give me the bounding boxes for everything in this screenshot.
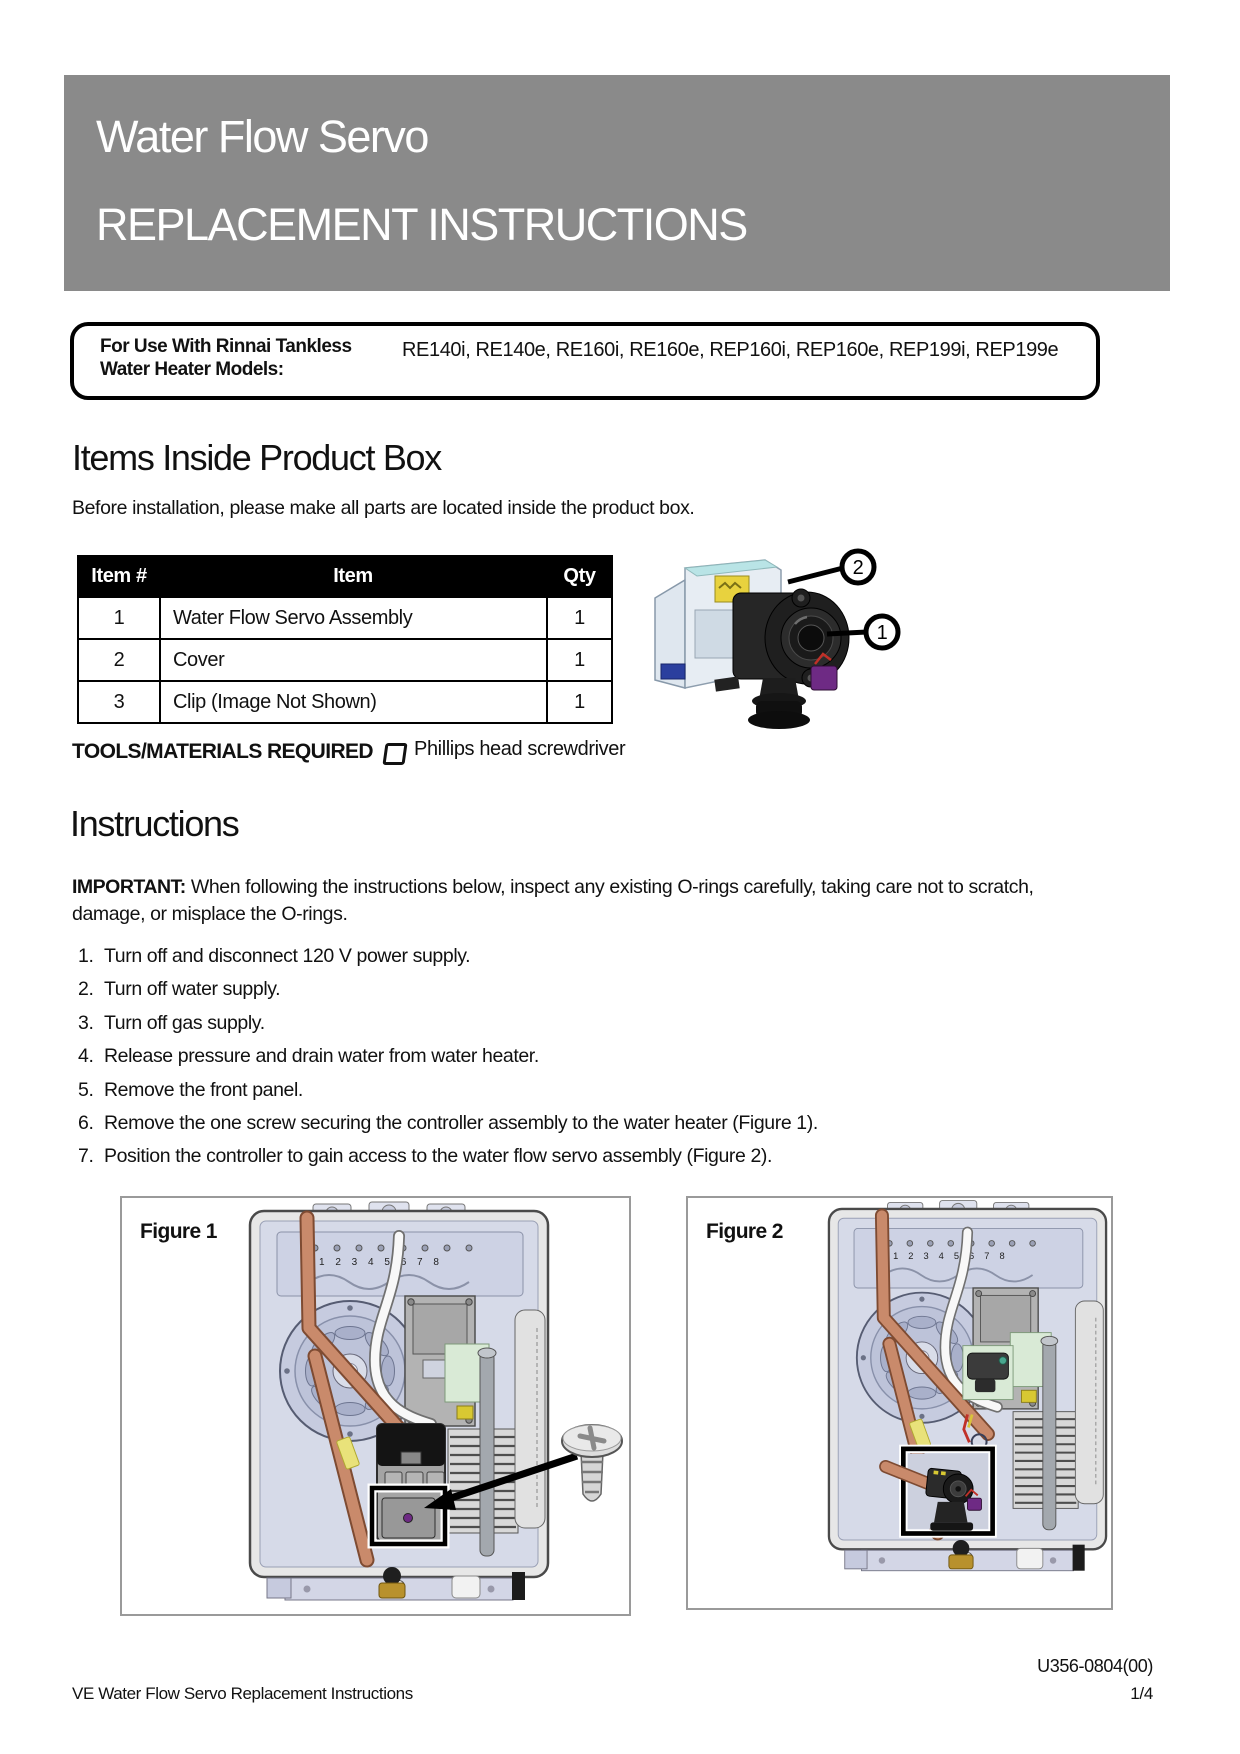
items-intro-text: Before installation, please make all parts are located inside the product box. (72, 497, 695, 519)
models-label-line1: For Use With Rinnai Tankless (100, 336, 352, 357)
items-table-header-row (78, 556, 612, 597)
figure1-illustration (122, 1198, 629, 1614)
models-box-label (100, 335, 368, 381)
models-list: RE140i, RE140e, RE160i, RE160e, REP160i, REP160e, REP199i, REP199e (402, 339, 1059, 361)
table-row (78, 681, 612, 723)
cell-item-num: 2 (78, 639, 160, 681)
cell-item-qty: 1 (547, 639, 612, 681)
models-label-line2: Water Heater Models: (100, 359, 284, 380)
instructions-heading: Instructions (70, 803, 239, 844)
screw-location-dot (404, 1514, 413, 1523)
callout-1-number: 1 (876, 622, 888, 644)
footer-doc-title: VE Water Flow Servo Replacement Instructions (72, 1684, 413, 1703)
step-1: 1. Turn off and disconnect 120 V power supply. (78, 945, 471, 967)
cell-item-qty: 1 (547, 681, 612, 723)
checkbox-icon (382, 743, 407, 765)
models-box (70, 322, 1100, 400)
step-3: 3. Turn off gas supply. (78, 1011, 265, 1034)
figure-1-label: Figure 1 (140, 1220, 217, 1243)
items-section-heading: Items Inside Product Box (72, 437, 441, 478)
col-header-item-num: Item # (78, 556, 160, 597)
figure2-illustration (688, 1198, 1111, 1608)
figure-2-label: Figure 2 (706, 1220, 783, 1243)
purple-connector (811, 666, 837, 690)
blue-clip (661, 664, 685, 679)
step-6: 6. Remove the one screw securing the controller assembly to the water heater (Figure 1). (78, 1111, 818, 1134)
doc-title-line2: REPLACEMENT INSTRUCTIONS (96, 199, 747, 250)
important-note (72, 874, 1057, 928)
tools-required-label: TOOLS/MATERIALS REQUIRED (72, 740, 374, 763)
items-table (77, 555, 613, 724)
doc-number: U356-0804(00) (1037, 1656, 1153, 1676)
step-4: 4. Release pressure and drain water from water heater. (78, 1045, 539, 1068)
table-row (78, 639, 612, 681)
cell-item-name: Clip (Image Not Shown) (160, 681, 547, 723)
phillips-screw-icon (562, 1425, 622, 1501)
figure-2-box (686, 1196, 1113, 1610)
important-label: IMPORTANT: (72, 876, 186, 898)
step-7: 7. Position the controller to gain access to the water flow servo assembly (Figure 2). (78, 1145, 773, 1168)
servo-assembly-illustration (615, 538, 935, 733)
doc-title-line1: Water Flow Servo (96, 111, 428, 162)
cell-item-num: 1 (78, 597, 160, 639)
cell-item-qty: 1 (547, 597, 612, 639)
page-number: 1/4 (1130, 1684, 1153, 1703)
table-row (78, 597, 612, 639)
important-text: When following the instructions below, inspect any existing O-rings carefully, taking care not to scratch, damage, or misplace the O-rings. (72, 876, 1034, 925)
callout-2-number: 2 (852, 557, 864, 579)
cell-item-name: Cover (160, 639, 547, 681)
step-5: 5. Remove the front panel. (78, 1078, 303, 1101)
cell-item-name: Water Flow Servo Assembly (160, 597, 547, 639)
col-header-qty: Qty (547, 556, 612, 597)
header-banner (64, 75, 1170, 291)
tool-item-text: Phillips head screwdriver (414, 738, 626, 760)
step-2: 2. Turn off water supply. (78, 978, 281, 1001)
col-header-item: Item (160, 556, 547, 597)
cell-item-num: 3 (78, 681, 160, 723)
figure-1-box (120, 1196, 631, 1616)
controller-assembly (372, 1424, 445, 1544)
instruction-steps (78, 946, 818, 1180)
